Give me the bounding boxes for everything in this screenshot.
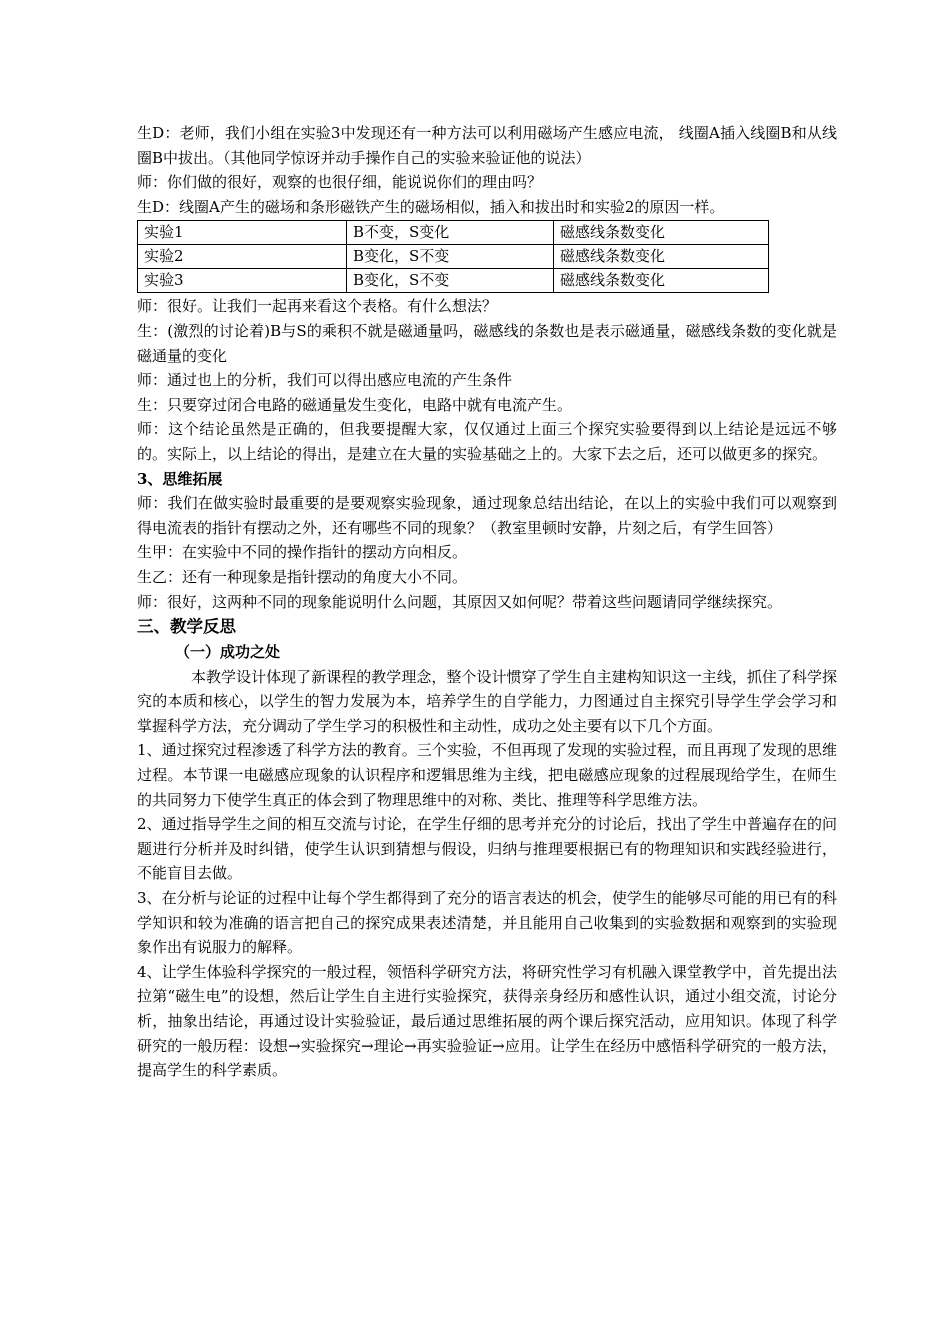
subsection-heading: （一）成功之处: [175, 643, 281, 662]
point-paragraph: 2、通过指导学生之间的相互交流与讨论，在学生仔细的思考并充分的讨论后，找出了学生中普遍存在的问题进行分析并及时纠错，使学生认识到猜想与假设，归纳与推理要根据已有的物理知识和实践经验进行，不能盲目去做。: [137, 815, 837, 883]
point-paragraph: 4、让学生体验科学探究的一般过程，领悟科学研究方法，将研究性学习有机融入课堂教学中，首先提出法拉第“磁生电”的设想，然后让学生自主进行实验探究，获得亲身经历和感性认识，通过小组交流，讨论分析，抽象出结论，再通过设计实验验证，最后通过思维拓展的两个课后探究活动，应用知识。体现了科学研究的一般历程：设想→实验探究→理论→再实验验证→应用。让学生在经历中感悟科学研究的一般方法，提高学生的科学素质。: [137, 962, 837, 1080]
dialogue-line: 师：很好。让我们一起再来看这个表格。有什么想法？: [137, 297, 498, 316]
table-row: [138, 221, 769, 245]
table-cell: 实验2: [138, 245, 347, 269]
intro-paragraph: 本教学设计体现了新课程的教学理念，整个设计惯穿了学生自主建构知识这一主线，抓住了科学探究的本质和核心，以学生的智力发展为本，培养学生的自学能力，力图通过自主探究引导学生学会学习和掌握科学方法，充分调动了学生学习的积极性和主动性，成功之处主要有以下几个方面。: [137, 667, 837, 735]
part-heading: 三、教学反思: [137, 617, 236, 637]
dialogue-line: 师：这个结论虽然是正确的，但我要提醒大家，仅仅通过上面三个探究实验要得到以上结论是远远不够的。实际上，以上结论的得出，是建立在大量的实验基础之上的。大家下去之后，还可以做更多的探究。: [137, 420, 837, 463]
dialogue-line: 生甲：在实验中不同的操作指针的摆动方向相反。: [137, 543, 468, 562]
point-paragraph: 3、在分析与论证的过程中让每个学生都得到了充分的语言表达的机会，使学生的能够尽可能的用已有的科学知识和较为准确的语言把自己的探究成果表述清楚，并且能用自己收集到的实验数据和观察到的实验现象作出有说服力的解释。: [137, 889, 837, 957]
dialogue-line: 生：只要穿过闭合电路的磁通量发生变化，电路中就有电流产生。: [137, 395, 573, 414]
experiment-table: [137, 220, 769, 293]
dialogue-line: 师：我们在做实验时最重要的是要观察实验现象，通过现象总结出结论，在以上的实验中我们可以观察到得电流表的指针有摆动之外，还有哪些不同的现象？（教室里顿时安静，片刻之后，有学生回答）: [137, 494, 837, 537]
document-page: [137, 121, 837, 1083]
table-cell: 实验3: [138, 269, 347, 293]
dialogue-line: 师：很好，这两种不同的现象能说明什么问题，其原因又如何呢？带着这些问题请同学继续探究。: [137, 592, 783, 611]
dialogue-line: 生：(激烈的讨论着)B与S的乘积不就是磁通量吗，磁感线的条数也是表示磁通量，磁感线条数的变化就是磁通量的变化: [137, 321, 837, 365]
table-cell: B变化，S不变: [347, 269, 554, 293]
table-cell: 磁感线条数变化: [554, 269, 769, 293]
section-heading: 3、思维拓展: [137, 469, 223, 488]
dialogue-line: 师：你们做的很好，观察的也很仔细，能说说你们的理由吗？: [137, 173, 543, 192]
table-cell: B变化，S不变: [347, 245, 554, 269]
dialogue-line: 师：通过也上的分析，我们可以得出感应电流的产生条件: [137, 371, 513, 390]
table-row: [138, 245, 769, 269]
table-cell: 磁感线条数变化: [554, 221, 769, 245]
table-cell: 磁感线条数变化: [554, 245, 769, 269]
table-cell: 实验1: [138, 221, 347, 245]
dialogue-line: 生D：线圈A产生的磁场和条形磁铁产生的磁场相似，插入和拔出时和实验2的原因一样。: [137, 197, 725, 216]
point-paragraph: 1、通过探究过程渗透了科学方法的教育。三个实验，不但再现了发现的实验过程，而且再现了发现的思维过程。本节课一电磁感应现象的认识程序和逻辑思维为主线，把电磁感应现象的过程展现给学生，在师生的共同努力下使学生真正的体会到了物理思维中的对称、类比、推理等科学思维方法。: [137, 741, 837, 809]
table-cell: B不变，S变化: [347, 221, 554, 245]
table-row: [138, 269, 769, 293]
dialogue-line: 生乙：还有一种现象是指针摆动的角度大小不同。: [137, 567, 468, 586]
dialogue-line: 生D：老师，我们小组在实验3中发现还有一种方法可以利用磁场产生感应电流， 线圈A插入线圈B和从线圈B中拔出。（其他同学惊讶并动手操作自己的实验来验证他的说法）: [137, 124, 837, 167]
